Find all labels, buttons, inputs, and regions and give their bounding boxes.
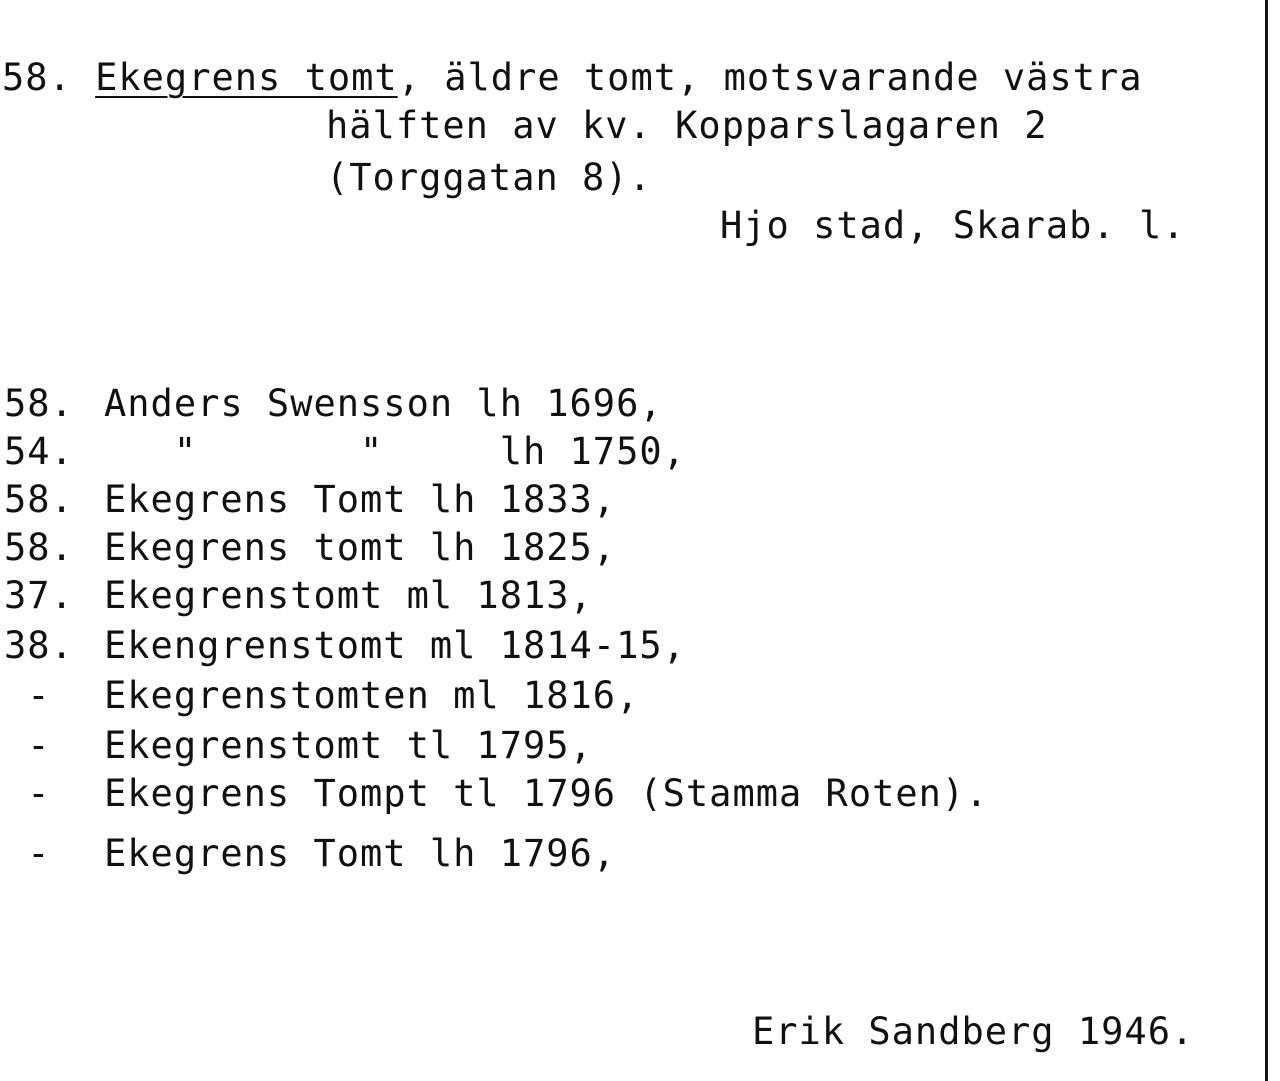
entry-number: 58. xyxy=(4,382,74,425)
entry-row xyxy=(4,832,616,876)
entry-row xyxy=(4,382,663,426)
header-name: Ekegrens tomt xyxy=(95,56,398,99)
entry-text: Ekegrens Tomt lh 1833, xyxy=(104,478,617,521)
entry-number: - xyxy=(4,772,51,815)
entry-text: " " lh 1750, xyxy=(104,430,686,473)
entry-number: 58. xyxy=(4,478,74,521)
entry-number: - xyxy=(4,832,51,875)
entry-number: - xyxy=(4,724,51,767)
entry-text: Ekegrens Tomt lh 1796, xyxy=(104,832,617,875)
entry-row xyxy=(4,526,616,570)
entry-row xyxy=(4,724,593,768)
entry-number: 37. xyxy=(4,574,74,617)
entry-text: Ekegrenstomt tl 1795, xyxy=(104,724,593,767)
entry-row xyxy=(4,478,616,522)
entry-row xyxy=(4,674,639,718)
entry-text: Ekegrenstomten ml 1816, xyxy=(104,674,640,717)
entry-number: 58. xyxy=(4,526,74,569)
header-line-1 xyxy=(2,56,1143,100)
header-line-2: hälften av kv. Kopparslagaren 2 xyxy=(326,104,1048,147)
entry-text: Ekegrens tomt lh 1825, xyxy=(104,526,617,569)
entry-text: Ekegrens Tompt tl 1796 (Stamma Roten). xyxy=(104,772,989,815)
header-description: , äldre tomt, motsvarande västra xyxy=(397,56,1143,99)
signature: Erik Sandberg 1946. xyxy=(752,1010,1195,1053)
entry-text: Ekegrenstomt ml 1813, xyxy=(104,574,593,617)
entry-text: Anders Swensson lh 1696, xyxy=(104,382,663,425)
entry-number: 38. xyxy=(4,624,74,667)
header-line-3: (Torggatan 8). xyxy=(326,156,652,199)
entry-row xyxy=(4,772,988,816)
entry-number: - xyxy=(4,674,51,717)
entry-number: 54. xyxy=(4,430,74,473)
entry-row xyxy=(4,574,593,618)
entry-text: Ekengrenstomt ml 1814-15, xyxy=(104,624,686,667)
entry-row xyxy=(4,624,686,668)
header-number: 58. xyxy=(2,56,72,99)
entry-row xyxy=(4,430,686,474)
page-edge-line xyxy=(1265,0,1268,1081)
header-place: Hjo stad, Skarab. l. xyxy=(720,204,1186,247)
